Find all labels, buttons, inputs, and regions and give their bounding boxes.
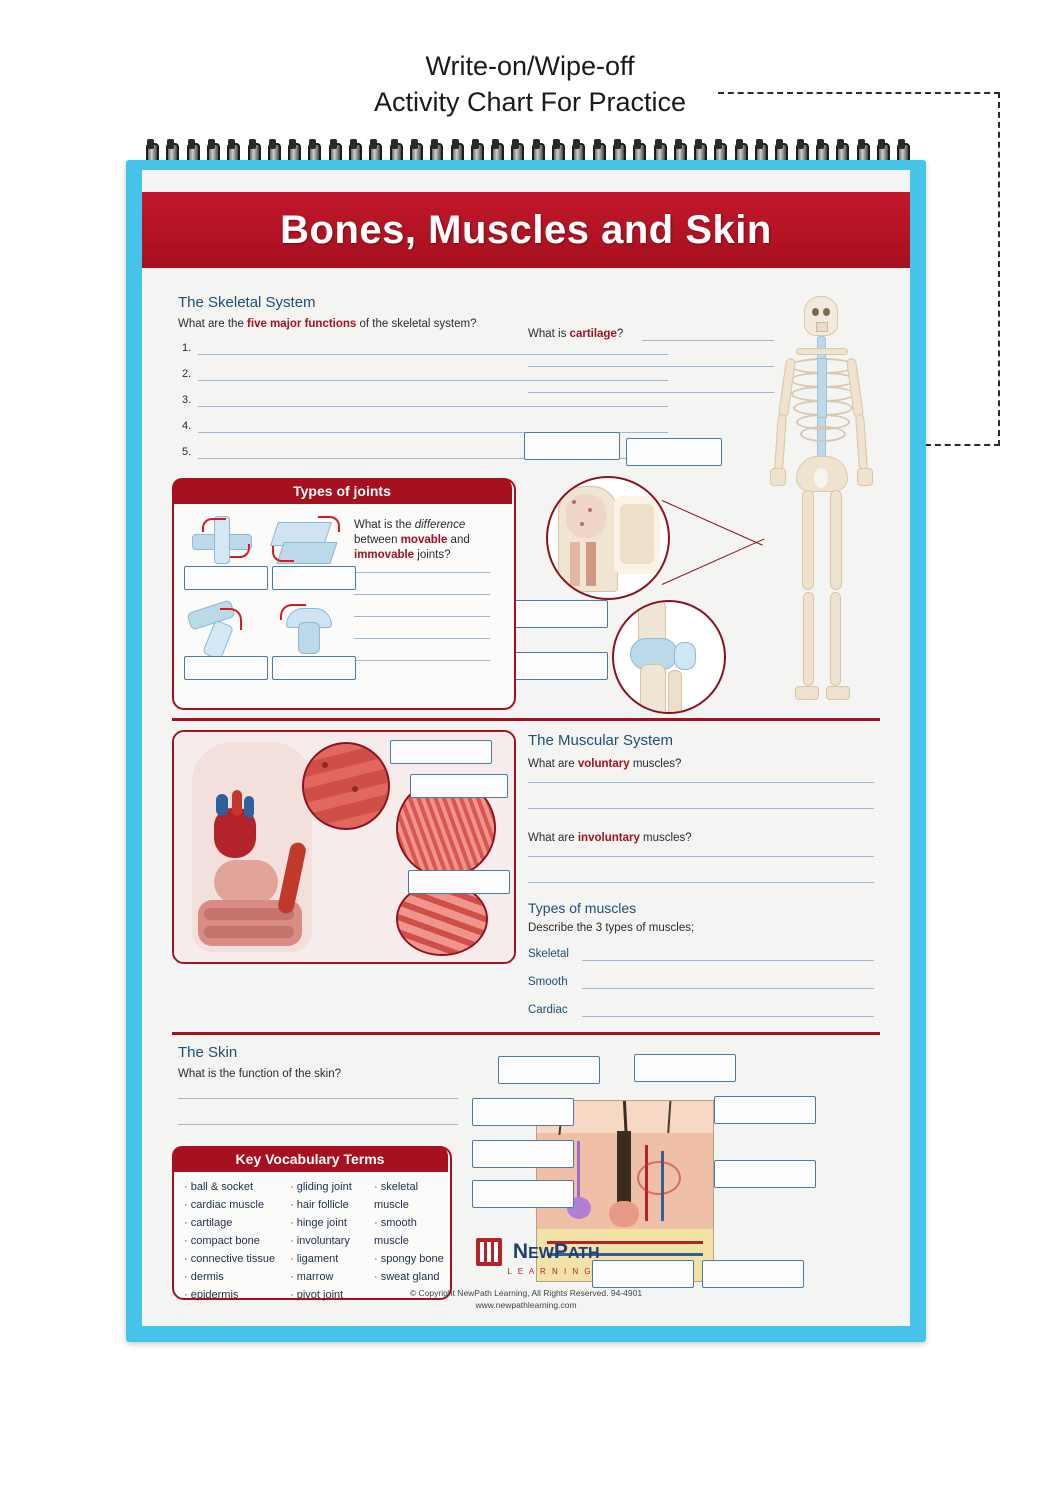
skeletal-num-5: 5. [182, 446, 192, 458]
skeletal-num-1: 1. [182, 342, 192, 354]
spiral-ring-top [817, 139, 824, 149]
caption-line-1: Write-on/Wipe-off [425, 51, 635, 81]
divider-skeletal-muscular [172, 718, 880, 721]
voluntary-line-1[interactable] [528, 782, 874, 783]
cartilage-line-1[interactable] [642, 340, 774, 341]
joints-question: What is the difference between movable and immovable joints? [354, 519, 470, 561]
newpath-logo [438, 1238, 638, 1276]
vocab-term: · ligament [290, 1250, 372, 1268]
joint-box-3[interactable] [184, 656, 268, 680]
vocab-term: · skeletal muscle [374, 1178, 454, 1214]
vocab-term: · epidermis [184, 1286, 276, 1304]
joint-illustration-ball-socket [274, 602, 346, 656]
spiral-ring-top [797, 139, 804, 149]
muscle-label-box-2[interactable] [410, 774, 508, 798]
joints-answer-line-5[interactable] [354, 660, 490, 661]
skin-label-box-5[interactable] [472, 1140, 574, 1168]
muscle-type-smooth-line[interactable] [582, 988, 874, 989]
muscle-type-smooth-label: Smooth [528, 976, 568, 988]
vocab-term: · dermis [184, 1268, 276, 1286]
spiral-ring-top [472, 139, 479, 149]
spiral-ring-top [533, 139, 540, 149]
skeletal-line-2[interactable] [198, 380, 668, 381]
chart-title: Bones, Muscles and Skin [280, 208, 772, 252]
key-vocabulary-heading: Key Vocabulary Terms [172, 1146, 448, 1172]
spiral-ring-top [228, 139, 235, 149]
vocab-term: · ball & socket [184, 1178, 276, 1196]
vocab-term: · cartilage [184, 1214, 276, 1232]
spiral-ring-top [269, 139, 276, 149]
chart-page [142, 170, 910, 1326]
spiral-ring-top [370, 139, 377, 149]
vocab-term: · marrow [290, 1268, 372, 1286]
spiral-ring-top [837, 139, 844, 149]
spiral-ring-top [756, 139, 763, 149]
knee-joint-circle [612, 600, 726, 714]
joint-box-1[interactable] [184, 566, 268, 590]
vocab-column-2 [290, 1178, 372, 1304]
skin-label-box-6[interactable] [714, 1160, 816, 1188]
spiral-ring-top [289, 139, 296, 149]
muscle-type-cardiac-label: Cardiac [528, 1004, 568, 1016]
spiral-ring-top [350, 139, 357, 149]
newpath-logo-text: NEWPATH [512, 1240, 600, 1263]
voluntary-line-2[interactable] [528, 808, 874, 809]
skeletal-line-3[interactable] [198, 406, 668, 407]
skeletal-question: What are the five major functions of the skeletal system? [178, 318, 477, 330]
spiral-ring-top [675, 139, 682, 149]
divider-muscular-skin [172, 1032, 880, 1035]
spiral-ring-top [776, 139, 783, 149]
spiral-ring-top [492, 139, 499, 149]
skeletal-heading: The Skeletal System [178, 294, 316, 311]
spiral-ring-top [167, 139, 174, 149]
skeletal-num-4: 4. [182, 420, 192, 432]
spiral-ring-top [878, 139, 885, 149]
vocab-term: · hair follicle [290, 1196, 372, 1214]
skin-question: What is the function of the skin? [178, 1068, 342, 1080]
vocab-term: · smooth muscle [374, 1214, 454, 1250]
skeletal-num-2: 2. [182, 368, 192, 380]
cartilage-line-2[interactable] [528, 366, 774, 367]
spiral-ring-top [695, 139, 702, 149]
joints-answer-line-2[interactable] [354, 594, 490, 595]
spiral-ring-top [188, 139, 195, 149]
skin-answer-line-2[interactable] [178, 1124, 458, 1125]
muscle-type-cardiac-line[interactable] [582, 1016, 874, 1017]
skin-label-box-9[interactable] [702, 1260, 804, 1288]
vocab-term: · compact bone [184, 1232, 276, 1250]
newpath-logo-sub: L E A R N I N G [507, 1267, 593, 1276]
muscle-type-skeletal-label: Skeletal [528, 948, 569, 960]
spiral-ring-top [330, 139, 337, 149]
spiral-ring-top [208, 139, 215, 149]
vocab-term: · cardiac muscle [184, 1196, 276, 1214]
joints-answer-line-1[interactable] [354, 572, 490, 573]
spiral-ring-top [431, 139, 438, 149]
spiral-ring-top [309, 139, 316, 149]
newpath-logo-mark [476, 1238, 502, 1266]
spiral-ring-top [573, 139, 580, 149]
skeleton-label-box-4[interactable] [512, 652, 608, 680]
vocab-term: · gliding joint [290, 1178, 372, 1196]
spiral-ring-top [411, 139, 418, 149]
skin-label-box-3[interactable] [472, 1098, 574, 1126]
skeleton-illustration [762, 296, 882, 746]
joint-illustration-hinge [186, 602, 258, 656]
spiral-ring-top [715, 139, 722, 149]
vocab-term: · pivot joint [290, 1286, 372, 1304]
spiral-ring-top [391, 139, 398, 149]
muscle-label-box-3[interactable] [408, 870, 510, 894]
muscular-heading: The Muscular System [528, 732, 674, 749]
joint-box-4[interactable] [272, 656, 356, 680]
bone-leader-line-2 [662, 539, 765, 586]
types-of-muscles-sub: Describe the 3 types of muscles; [528, 922, 695, 934]
skeleton-label-box-2[interactable] [626, 438, 722, 466]
involuntary-question: What are involuntary muscles? [528, 832, 692, 844]
spiral-ring-top [452, 139, 459, 149]
bone-leader-line-1 [662, 500, 763, 546]
voluntary-question: What are voluntary muscles? [528, 758, 682, 770]
cartilage-question: What is cartilage? [528, 328, 624, 340]
chart-title-bar [142, 192, 910, 268]
spiral-ring-top [512, 139, 519, 149]
spiral-ring-top [736, 139, 743, 149]
skin-label-box-7[interactable] [472, 1180, 574, 1208]
activity-chart-board [126, 160, 926, 1342]
muscle-circle-cardiac [302, 742, 390, 830]
skin-label-box-2[interactable] [634, 1054, 736, 1082]
copyright-line-1: © Copyright NewPath Learning, All Rights Reserved. 94-4901 [409, 1288, 643, 1298]
involuntary-line-1[interactable] [528, 856, 874, 857]
joints-answer-line-4[interactable] [354, 638, 490, 639]
spiral-ring-top [614, 139, 621, 149]
joint-illustration-gliding [270, 512, 344, 568]
vocab-column-1 [184, 1178, 276, 1304]
joints-answer-line-3[interactable] [354, 616, 490, 617]
spiral-ring-top [147, 139, 154, 149]
spiral-ring-top [655, 139, 662, 149]
joint-illustration-pivot [186, 514, 258, 566]
vocab-term: · spongy bone [374, 1250, 454, 1268]
skeletal-line-1[interactable] [198, 354, 668, 355]
types-of-joints-heading: Types of joints [172, 478, 512, 504]
bone-crosssection-circle [546, 476, 670, 600]
copyright-line-2: www.newpathlearning.com [475, 1300, 577, 1310]
spiral-ring-top [249, 139, 256, 149]
spiral-ring-top [553, 139, 560, 149]
skeleton-label-box-1[interactable] [524, 432, 620, 460]
skin-heading: The Skin [178, 1044, 238, 1061]
involuntary-line-2[interactable] [528, 882, 874, 883]
vocab-term: · involuntary [290, 1232, 372, 1250]
skeletal-num-3: 3. [182, 394, 192, 406]
spiral-ring-top [634, 139, 641, 149]
skin-label-box-1[interactable] [498, 1056, 600, 1084]
spiral-ring-top [594, 139, 601, 149]
spiral-ring-top [858, 139, 865, 149]
vocab-term: · connective tissue [184, 1250, 276, 1268]
vocab-term: · hinge joint [290, 1214, 372, 1232]
cartilage-line-3[interactable] [528, 392, 774, 393]
spiral-ring-top [898, 139, 905, 149]
muscle-type-skeletal-line[interactable] [582, 960, 874, 961]
joint-box-2[interactable] [272, 566, 356, 590]
muscle-label-box-1[interactable] [390, 740, 492, 764]
skin-answer-line-1[interactable] [178, 1098, 458, 1099]
skeleton-label-box-3[interactable] [512, 600, 608, 628]
skin-label-box-4[interactable] [714, 1096, 816, 1124]
vocab-term: · sweat gland [374, 1268, 454, 1286]
caption-line-2: Activity Chart For Practice [373, 87, 687, 117]
types-of-muscles-heading: Types of muscles [528, 900, 637, 916]
